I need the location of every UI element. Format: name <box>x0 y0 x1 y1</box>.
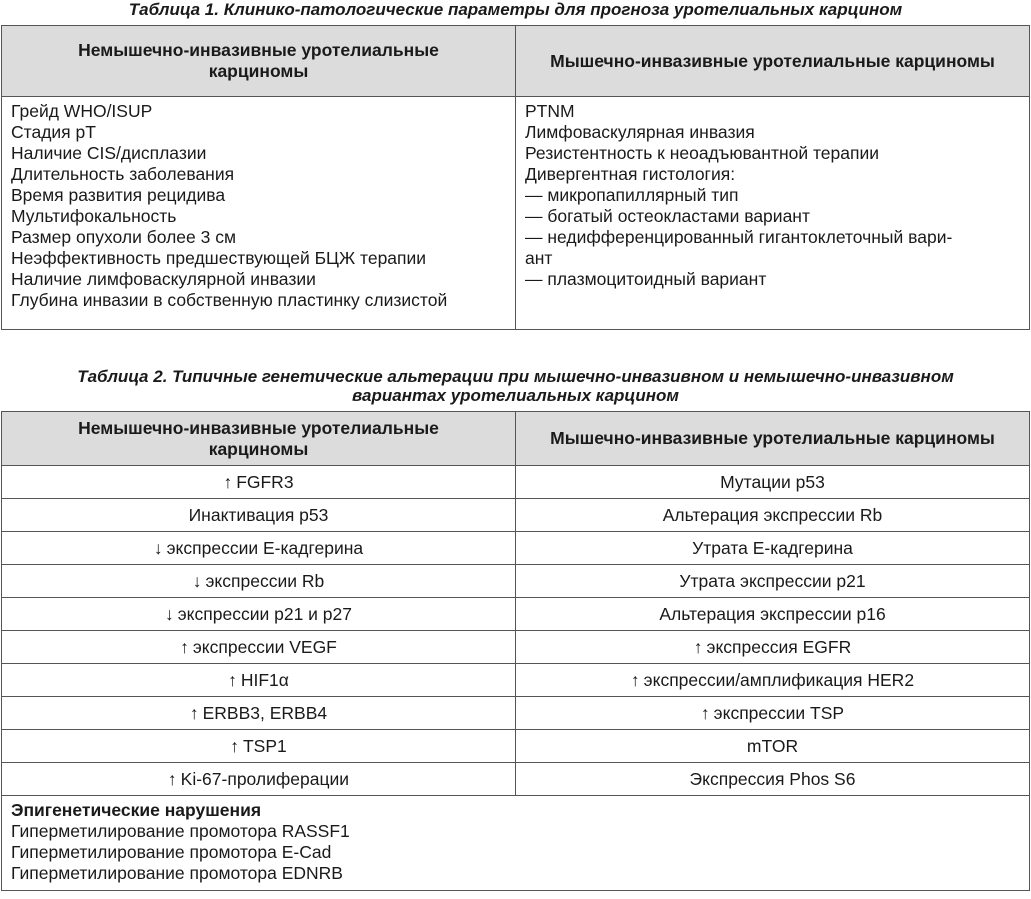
list-item: Стадия pT <box>11 122 96 142</box>
arrow-down-icon: ↓ <box>164 603 174 624</box>
table-row <box>2 598 1030 631</box>
cell-text: экспрессии p21 и p27 <box>177 603 353 624</box>
list-item: Мультифокальность <box>11 206 177 226</box>
cell-text: экспрессии VEGF <box>192 636 337 657</box>
cell-text: экспрессии Rb <box>205 570 325 591</box>
list-item: Неэффективность предшествующей БЦЖ терапии <box>11 248 427 268</box>
table-row <box>2 532 1030 565</box>
table-cell-left <box>2 631 516 664</box>
arrow-up-icon: ↑ <box>223 471 233 492</box>
list-item: — микропапиллярный тип <box>525 185 739 205</box>
table-cell-left <box>2 532 516 565</box>
arrow-up-icon: ↑ <box>189 702 199 723</box>
list-item: ант <box>525 248 553 268</box>
cell-text: FGFR3 <box>236 471 294 492</box>
arrow-down-icon: ↓ <box>153 537 163 558</box>
cell-text: экспрессия EGFR <box>706 636 852 657</box>
table-cell-right <box>516 598 1030 631</box>
arrow-down-icon: ↓ <box>192 570 202 591</box>
list-item: — недифференцированный гигантоклеточный вари- <box>525 227 953 247</box>
table-row <box>2 565 1030 598</box>
table1-header-left: Немышечно-инвазивные уротелиальные карциномы <box>2 26 516 97</box>
epigenetic-cell <box>2 796 1030 891</box>
table2-caption <box>0 367 1031 405</box>
arrow-up-icon: ↑ <box>230 735 239 756</box>
table-cell-left <box>2 697 516 730</box>
table-row <box>2 466 1030 499</box>
table-cell-left <box>2 664 516 697</box>
table1-right-list <box>516 97 1030 330</box>
list-item: Длительность заболевания <box>11 164 235 184</box>
list-item: Наличие CIS/дисплазии <box>11 143 207 163</box>
list-item: Грейд WHO/ISUP <box>11 101 153 121</box>
table-row <box>2 763 1030 796</box>
cell-text: HIF1α <box>240 669 289 690</box>
arrow-up-icon: ↑ <box>693 636 703 657</box>
arrow-up-icon: ↑ <box>700 702 710 723</box>
cell-text: Экспрессия Phos S6 <box>689 768 856 789</box>
table2-header-left: Немышечно-инвазивные уротелиальные карциномы <box>2 412 516 466</box>
list-item: Гиперметилирование промотора RASSF1 <box>11 821 350 841</box>
cell-text: экспрессии E-кадгерина <box>166 537 364 558</box>
cell-text: экспрессии TSP <box>713 702 845 723</box>
cell-text: mTOR <box>746 735 799 756</box>
table-cell-right <box>516 532 1030 565</box>
cell-text: экспрессии/амплификация HER2 <box>643 669 915 690</box>
list-item: Размер опухоли более 3 см <box>11 227 237 247</box>
list-item: Резистентность к неоадъювантной терапии <box>525 143 880 163</box>
list-item: Время развития рецидива <box>11 185 226 205</box>
list-item: — плазмоцитоидный вариант <box>525 269 767 289</box>
list-item: Гиперметилирование промотора EDNRB <box>11 863 343 883</box>
cell-text: Утрата экспрессии p21 <box>679 570 866 591</box>
table-cell-left <box>2 763 516 796</box>
table-row <box>2 499 1030 532</box>
table-cell-right <box>516 763 1030 796</box>
table1-caption: Таблица 1. Клинико-патологические параметры для прогноза уротелиальных карцином <box>128 0 903 19</box>
table2-rows <box>2 466 1030 796</box>
table-row <box>2 730 1030 763</box>
table-cell-left <box>2 730 516 763</box>
table-cell-right <box>516 565 1030 598</box>
table-cell-right <box>516 631 1030 664</box>
list-item: Наличие лимфоваскулярной инвазии <box>11 269 316 289</box>
table2 <box>1 411 1030 891</box>
table1 <box>1 25 1030 330</box>
cell-text: TSP1 <box>242 735 287 756</box>
cell-text: Мутации p53 <box>720 471 825 492</box>
table2-header-right: Мышечно-инвазивные уротелиальные карциномы <box>516 412 1030 466</box>
table2-caption-line2: вариантах уротелиальных карцином <box>351 386 680 405</box>
table-cell-right <box>516 730 1030 763</box>
epigenetic-title: Эпигенетические нарушения <box>11 800 262 820</box>
table-cell-left <box>2 598 516 631</box>
arrow-up-icon: ↑ <box>228 669 237 690</box>
table1-header-row <box>2 26 1030 97</box>
list-item: Глубина инвазии в собственную пластинку слизистой <box>11 290 448 310</box>
arrow-up-icon: ↑ <box>630 669 640 690</box>
cell-text: Инактивация p53 <box>188 504 329 525</box>
list-item: — богатый остеокластами вариант <box>525 206 810 226</box>
list-item: Дивергентная гистология: <box>525 164 736 184</box>
table-row <box>2 664 1030 697</box>
table-cell-right <box>516 466 1030 499</box>
table-cell-left <box>2 499 516 532</box>
list-item: PTNM <box>525 101 575 121</box>
table1-left-list <box>2 97 516 330</box>
cell-text: Альтерация экспрессии Rb <box>662 504 883 525</box>
cell-text: ERBB3, ERBB4 <box>202 702 328 723</box>
table-row <box>2 697 1030 730</box>
table-cell-left <box>2 565 516 598</box>
table2-caption-line1: Таблица 2. Типичные генетические альтерации при мышечно-инвазивном и немышечно-инвазивном <box>77 367 954 386</box>
table-cell-right <box>516 664 1030 697</box>
list-item: Гиперметилирование промотора E-Cad <box>11 842 332 862</box>
table2-header-row <box>2 412 1030 466</box>
cell-text: Утрата E-кадгерина <box>692 537 853 558</box>
cell-text: Ki-67-пролиферации <box>180 768 350 789</box>
table-cell-right <box>516 499 1030 532</box>
table-cell-right <box>516 697 1030 730</box>
arrow-up-icon: ↑ <box>180 636 189 657</box>
cell-text: Альтерация экспрессии p16 <box>659 603 886 624</box>
table2-epigenetic-row <box>2 796 1030 891</box>
table1-body-row <box>2 97 1030 330</box>
table-row <box>2 631 1030 664</box>
table1-header-right: Мышечно-инвазивные уротелиальные карциномы <box>516 26 1030 97</box>
table-cell-left <box>2 466 516 499</box>
arrow-up-icon: ↑ <box>167 768 177 789</box>
list-item: Лимфоваскулярная инвазия <box>525 122 755 142</box>
